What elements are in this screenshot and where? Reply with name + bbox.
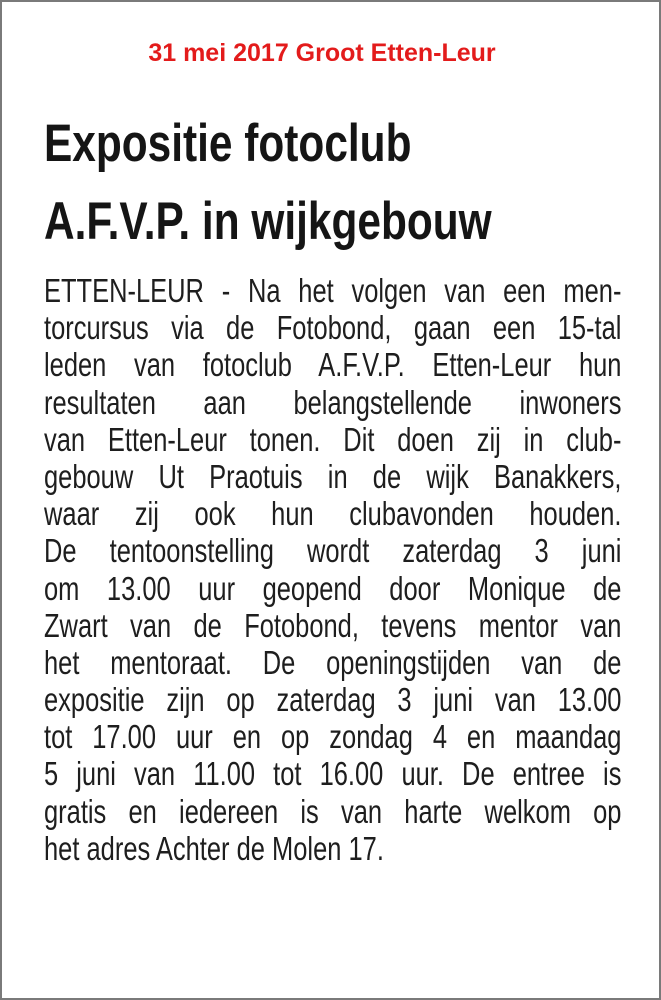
body-line: Zwart van de Fotobond, tevens mentor van	[44, 606, 622, 644]
body-line: leden van fotoclub A.F.V.P. Etten-Leur hun	[44, 346, 622, 384]
source-date-line: 31 mei 2017 Groot Etten-Leur	[148, 39, 496, 67]
article-headline	[44, 105, 524, 261]
body-line: het adres Achter de Molen 17.	[44, 829, 384, 867]
body-line: ETTEN-LEUR - Na het volgen van een men-	[44, 272, 622, 309]
body-line: resultaten aan belangstellende inwoners	[44, 383, 622, 421]
article-body	[44, 272, 621, 867]
body-line: gebouw Ut Praotuis in de wijk Banakkers,	[44, 457, 622, 495]
body-line: gratis en iedereen is van harte welkom op	[44, 792, 622, 830]
body-line: expositie zijn op zaterdag 3 juni van 13.00	[44, 681, 622, 719]
body-line: De tentoonstelling wordt zaterdag 3 juni	[44, 532, 622, 570]
body-line: waar zij ook hun clubavonden houden.	[44, 495, 622, 533]
body-line: om 13.00 uur geopend door Monique de	[44, 569, 622, 607]
body-line: van Etten-Leur tonen. Dit doen zij in club-	[44, 420, 622, 458]
body-line: het mentoraat. De openingstijden van de	[44, 643, 622, 681]
headline-line: A.F.V.P. in wijkgebouw	[44, 192, 492, 251]
body-line: 5 juni van 11.00 tot 16.00 uur. De entree is	[44, 755, 622, 793]
body-line: tot 17.00 uur en op zondag 4 en maandag	[44, 718, 622, 756]
headline-line: Expositie fotoclub	[44, 114, 412, 173]
body-line: torcursus via de Fotobond, gaan een 15-tal	[44, 309, 622, 347]
